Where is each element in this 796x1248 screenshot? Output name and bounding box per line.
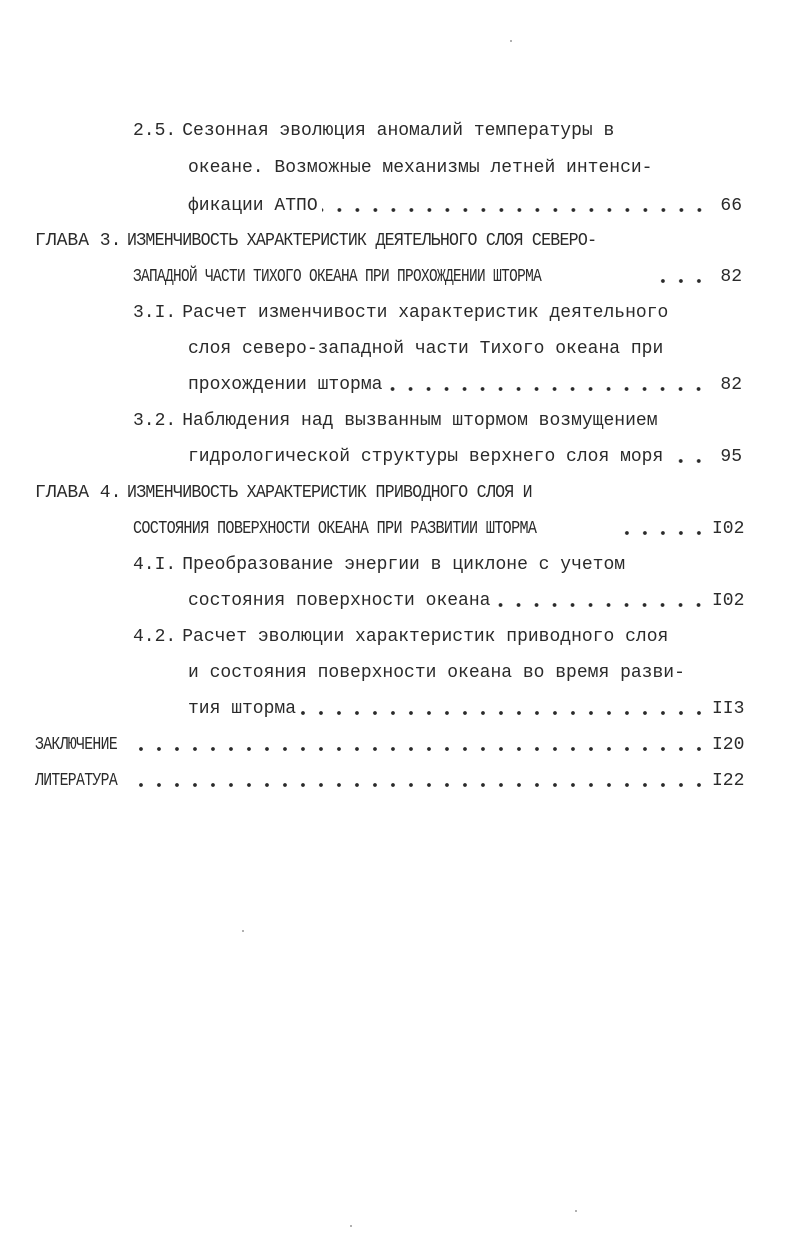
dot-leader — [494, 589, 708, 613]
conclusion-title: ЗАКЛЮЧЕНИЕ — [35, 735, 118, 755]
entry-title-line: слоя северо-западной части Тихого океана при — [188, 339, 664, 359]
scan-speck — [575, 1210, 577, 1212]
toc-entry-3-1 — [133, 301, 668, 325]
entry-title-line: прохождении шторма — [188, 375, 383, 395]
page-number: I02 — [712, 519, 745, 539]
toc-chapter-3 — [35, 229, 638, 253]
section-number: 3.2. — [133, 411, 177, 431]
section-number: 4.I. — [133, 555, 177, 575]
chapter-number: ГЛАВА 3. — [35, 231, 122, 251]
toc-entry-2-5 — [133, 119, 614, 143]
page-number: I02 — [712, 591, 745, 611]
toc-entry-line — [188, 373, 742, 397]
toc-entry-line — [133, 265, 742, 289]
page-number: 82 — [720, 267, 742, 287]
toc-literature — [35, 769, 745, 793]
entry-title-line: Сезонная эволюция аномалий температуры в — [182, 121, 615, 141]
toc-entry-line — [133, 517, 745, 541]
entry-title-line: состояния поверхности океана — [188, 591, 491, 611]
toc-entry-line — [188, 156, 652, 180]
section-number: 2.5. — [133, 121, 177, 141]
toc-entry-3-2 — [133, 409, 658, 433]
dot-leader — [386, 373, 708, 397]
entry-title-line: и состояния поверхности океана во время разви- — [188, 663, 685, 683]
page-number: II3 — [712, 699, 745, 719]
chapter-title-line: ИЗМЕНЧИВОСТЬ ХАРАКТЕРИСТИК ПРИВОДНОГО СЛОЯ И — [127, 483, 533, 503]
dot-leader — [322, 194, 708, 218]
chapter-title-line: ИЗМЕНЧИВОСТЬ ХАРАКТЕРИСТИК ДЕЯТЕЛЬНОГО СЛОЯ СЕВЕРО- — [127, 231, 597, 251]
chapter-title-line: СОСТОЯНИЯ ПОВЕРХНОСТИ ОКЕАНА ПРИ РАЗВИТИИ ШТОРМА — [133, 519, 537, 539]
dot-leader — [300, 697, 708, 721]
entry-title-line: океане. Возможные механизмы летней интенси- — [188, 158, 653, 178]
literature-title: ЛИТЕРАТУРА — [35, 771, 118, 791]
toc-entry-line — [188, 589, 745, 613]
page-number: 82 — [720, 375, 742, 395]
toc-entry-line — [188, 445, 742, 469]
toc-conclusion — [35, 733, 745, 757]
page-number: I20 — [712, 735, 745, 755]
section-number: 4.2. — [133, 627, 177, 647]
dot-leader — [647, 265, 708, 289]
entry-title-line: Расчет изменчивости характеристик деятельного — [182, 303, 669, 323]
chapter-title-line: ЗАПАДНОЙ ЧАСТИ ТИХОГО ОКЕАНА ПРИ ПРОХОЖДЕНИИ ШТОРМА — [133, 267, 542, 287]
scan-speck — [350, 1225, 352, 1227]
entry-title-line: фикации АТПО — [188, 196, 318, 216]
entry-title-line: Преобразование энергии в циклоне с учетом — [182, 555, 626, 575]
dot-leader — [139, 769, 708, 793]
entry-title-line: гидрологической структуры верхнего слоя моря — [188, 447, 664, 467]
entry-title-line: Расчет эволюции характеристик приводного слоя — [182, 627, 669, 647]
entry-title-line: тия шторма — [188, 699, 297, 719]
dot-leader — [667, 445, 708, 469]
chapter-number: ГЛАВА 4. — [35, 483, 122, 503]
toc-entry-4-1 — [133, 553, 625, 577]
toc-entry-line — [188, 337, 663, 361]
toc-entry-line — [188, 194, 742, 218]
scan-speck — [510, 40, 512, 42]
page-number: 95 — [720, 447, 742, 467]
page-number: I22 — [712, 771, 745, 791]
toc-entry-line — [188, 697, 745, 721]
section-number: 3.I. — [133, 303, 177, 323]
scan-speck — [242, 930, 244, 932]
dot-leader — [139, 733, 708, 757]
page-number: 66 — [720, 196, 742, 216]
entry-title-line: Наблюдения над вызванным штормом возмущением — [182, 411, 658, 431]
toc-chapter-4 — [35, 481, 568, 505]
dot-leader — [617, 517, 708, 541]
toc-entry-line — [188, 661, 685, 685]
toc-entry-4-2 — [133, 625, 668, 649]
